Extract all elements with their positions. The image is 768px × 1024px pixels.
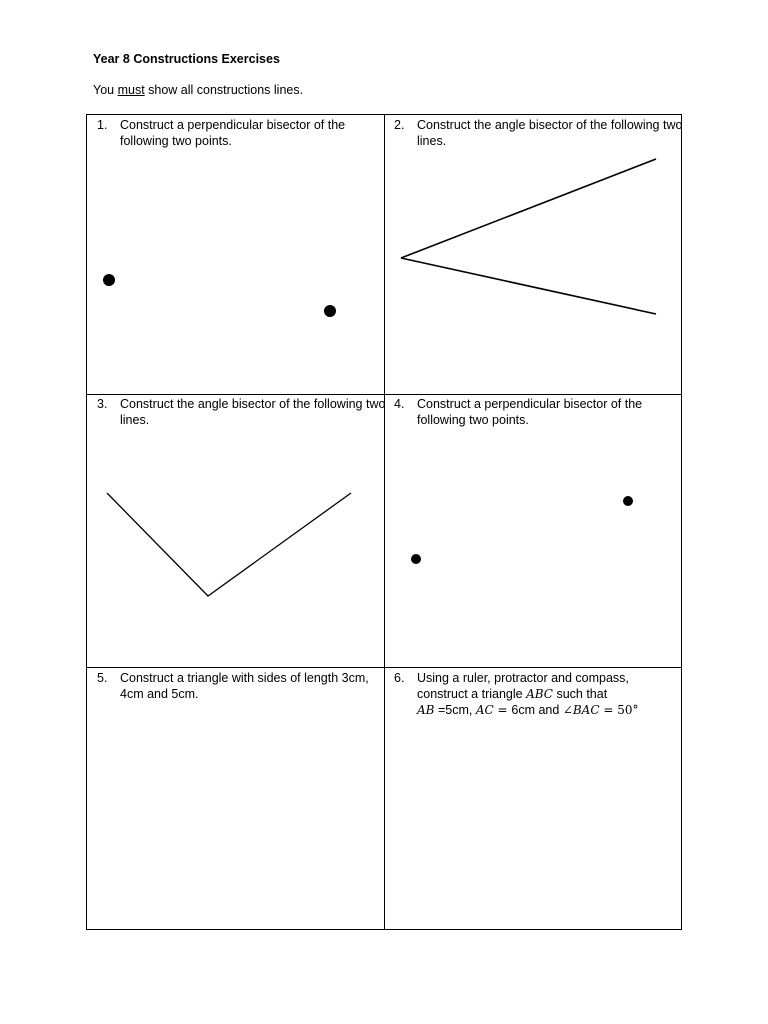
question-6-line-1: Using a ruler, protractor and compass, (417, 671, 629, 685)
question-3-text: Construct the angle bisector of the following two lines. (120, 397, 386, 427)
question-6-number: 6. (394, 671, 405, 685)
question-3-number: 3. (97, 397, 108, 411)
question-1-figure (87, 115, 383, 393)
q6-angle: ∠BAC (562, 703, 600, 717)
question-2-number: 2. (394, 118, 405, 132)
question-1-number: 1. (97, 118, 108, 132)
question-1-text: Construct a perpendicular bisector of the following two points. (120, 118, 346, 148)
question-2-figure (385, 115, 681, 393)
v-angle-lines (107, 493, 351, 596)
angle-line-upper (401, 159, 656, 258)
instruction-before: You (93, 83, 118, 97)
q6-ac: AC (475, 703, 494, 717)
instruction-after: show all constructions lines. (144, 83, 304, 97)
grid-divider-row-2 (87, 667, 681, 668)
question-5-text: Construct a triangle with sides of length 3cm, 4cm and 5cm. (120, 671, 369, 701)
question-6-text (417, 670, 687, 718)
page-title: Year 8 Constructions Exercises (93, 52, 280, 66)
q6-ac-value: 6cm and (511, 703, 563, 717)
point-a (103, 274, 115, 286)
q6-ab: AB (417, 703, 435, 717)
instruction-text (93, 83, 303, 97)
q6-suffix: such that (552, 687, 608, 701)
question-5-number: 5. (97, 671, 108, 685)
q6-ab-value: =5cm, (434, 703, 476, 717)
angle-line-lower (401, 258, 656, 314)
question-6-line-3 (417, 702, 687, 718)
question-4-text: Construct a perpendicular bisector of the following two points. (417, 397, 643, 427)
question-4-number: 4. (394, 397, 405, 411)
point-b (324, 305, 336, 317)
question-6-line-2 (417, 686, 687, 702)
instruction-emphasis: must (117, 83, 145, 97)
q6-ac-eq: = (493, 703, 512, 717)
exercise-grid (86, 114, 682, 930)
point-c (411, 554, 421, 564)
q6-angle-value: = 50° (599, 703, 639, 717)
question-2-text: Construct the angle bisector of the following two lines. (417, 118, 683, 148)
question-3-figure (87, 395, 383, 667)
q6-triangle-name: ABC (526, 687, 553, 701)
q6-prefix: construct a triangle (417, 687, 527, 701)
point-d (623, 496, 633, 506)
question-4-figure (385, 395, 681, 667)
